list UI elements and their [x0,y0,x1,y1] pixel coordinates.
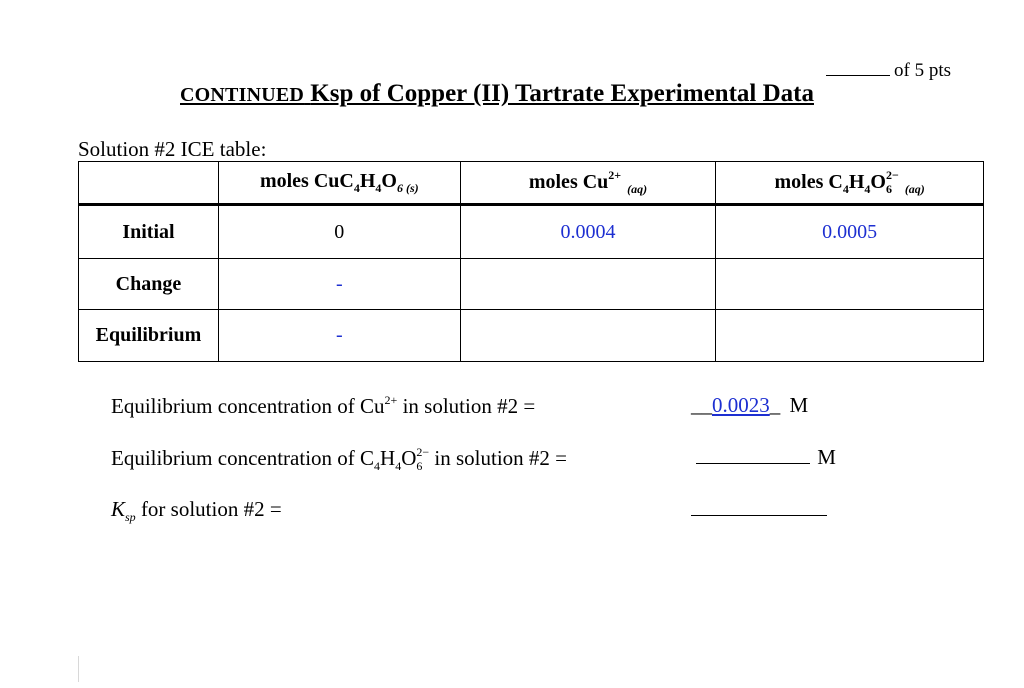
row-label-change: Change [79,259,219,310]
cell-initial-cu[interactable]: 0.0004 [460,205,716,259]
cell-initial-tartrate[interactable]: 0.0005 [716,205,984,259]
answer-cu-value: 0.0023 [712,393,770,417]
points-indicator [826,58,951,82]
answer-tartrate-blank[interactable] [696,445,810,464]
cell-initial-solid[interactable]: 0 [218,205,460,259]
title-prefix: CONTINUED [180,84,305,106]
question-cu-concentration: Equilibrium concentration of $Cu^{2+}$ in solution #2 = [111,393,536,418]
answer-ksp[interactable] [691,497,827,522]
cell-change-tartrate[interactable] [716,259,984,310]
answer-cu-unit: M [789,393,809,417]
ice-table-caption: Solution #2 ICE table: [78,137,267,161]
answer-tartrate-unit: M [817,445,836,469]
header-moles-solid: moles $CuC_4H_4O_{6 (s)}$ [218,162,460,205]
row-label-equilibrium: Equilibrium [79,310,219,362]
answer-tartrate-concentration[interactable] [696,445,836,470]
answer-cu-concentration[interactable] [691,393,808,418]
text-cursor-bar [78,656,79,682]
header-moles-cu: moles $Cu^{2+}_{(aq)}$ [460,162,716,205]
title-main: Ksp of Copper (II) Tartrate Experimental Data [310,80,814,107]
cell-equilibrium-cu[interactable] [460,310,716,362]
cell-equilibrium-tartrate[interactable] [716,310,984,362]
points-label: of 5 pts [894,60,951,81]
table-row [79,310,984,362]
table-row [79,205,984,259]
points-blank[interactable] [826,58,890,76]
table-row [79,259,984,310]
page-title [180,80,814,108]
cell-equilibrium-solid[interactable]: - [218,310,460,362]
cell-change-cu[interactable] [460,259,716,310]
answer-suffix: _ [769,393,781,417]
question-tartrate-concentration: Equilibrium concentration of $C_4H_4O_6^{2-}$ in solution #2 = [111,445,568,473]
ice-table [78,161,984,362]
row-label-initial: Initial [79,205,219,259]
header-empty-cell [79,162,219,205]
question-ksp: $K_{sp}$ for solution #2 = [111,497,282,524]
ice-header-row [79,162,984,205]
header-moles-tartrate: moles $C_4H_4O_6^{2-}_{(aq)}$ [716,162,984,205]
answer-ksp-blank[interactable] [691,497,827,516]
answer-prefix: __ [691,393,712,417]
cell-change-solid[interactable]: - [218,259,460,310]
